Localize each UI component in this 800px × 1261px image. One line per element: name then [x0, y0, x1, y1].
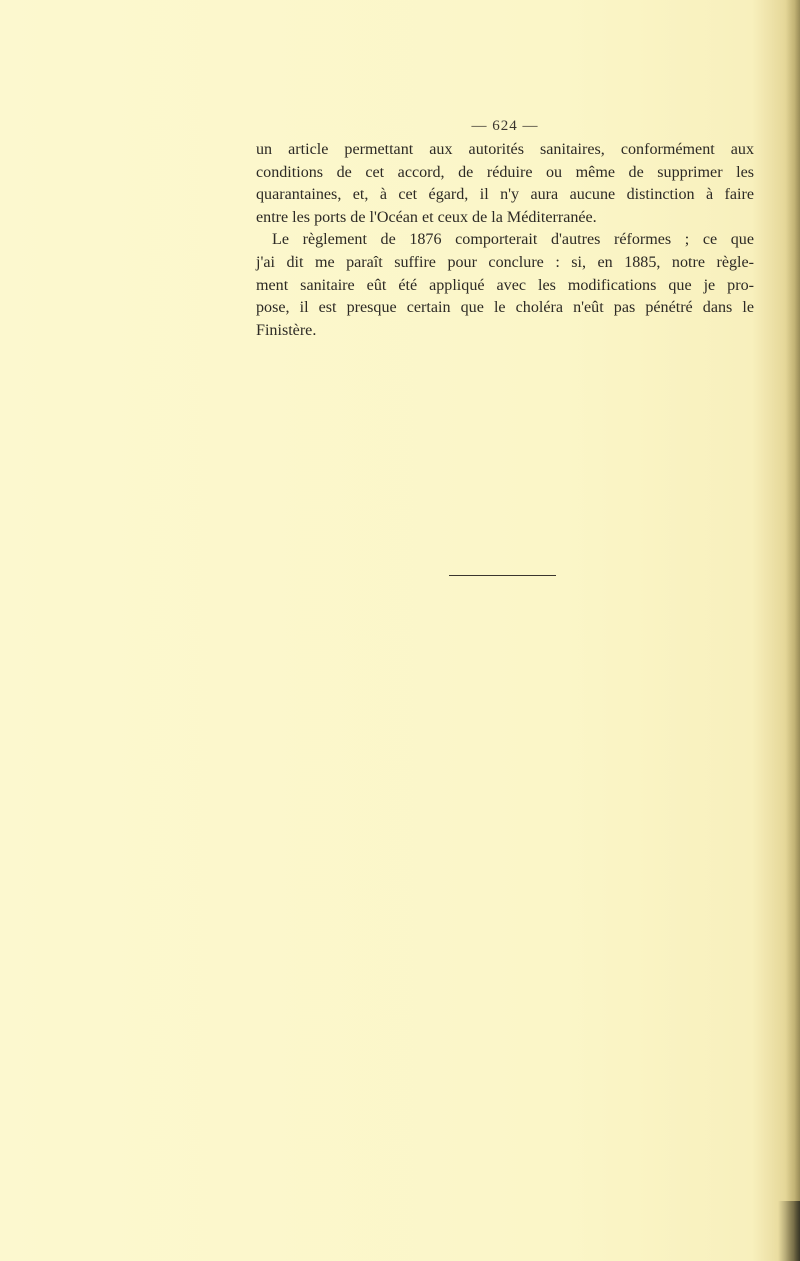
text-line: Le règlement de 1876 comporterait d'autres réformes ; ce que — [272, 231, 754, 249]
text-line: un article permettant aux autorités sanitaires, conformément aux — [256, 141, 754, 158]
page-corner-shadow — [778, 1201, 800, 1261]
text-line: Finistère. — [256, 321, 317, 339]
text-line: entre les ports de l'Océan et ceux de la Méditerranée. — [256, 208, 597, 226]
body-text — [256, 139, 754, 342]
text-line: quarantaines, et, à cet égard, il n'y aura aucune distinction à faire — [256, 186, 754, 204]
page-number: — 624 — — [471, 118, 539, 134]
text-line: pose, il est presque certain que le choléra n'eût pas pénétré dans le — [256, 299, 754, 317]
text-line: conditions de cet accord, de réduire ou même de supprimer les — [256, 163, 754, 181]
text-line: j'ai dit me paraît suffire pour conclure : si, en 1885, notre règle- — [256, 253, 754, 271]
text-line: ment sanitaire eût été appliqué avec les modifications que je pro- — [256, 276, 754, 294]
footnote-separator — [449, 575, 556, 576]
page-edge-shadow — [786, 0, 800, 1261]
